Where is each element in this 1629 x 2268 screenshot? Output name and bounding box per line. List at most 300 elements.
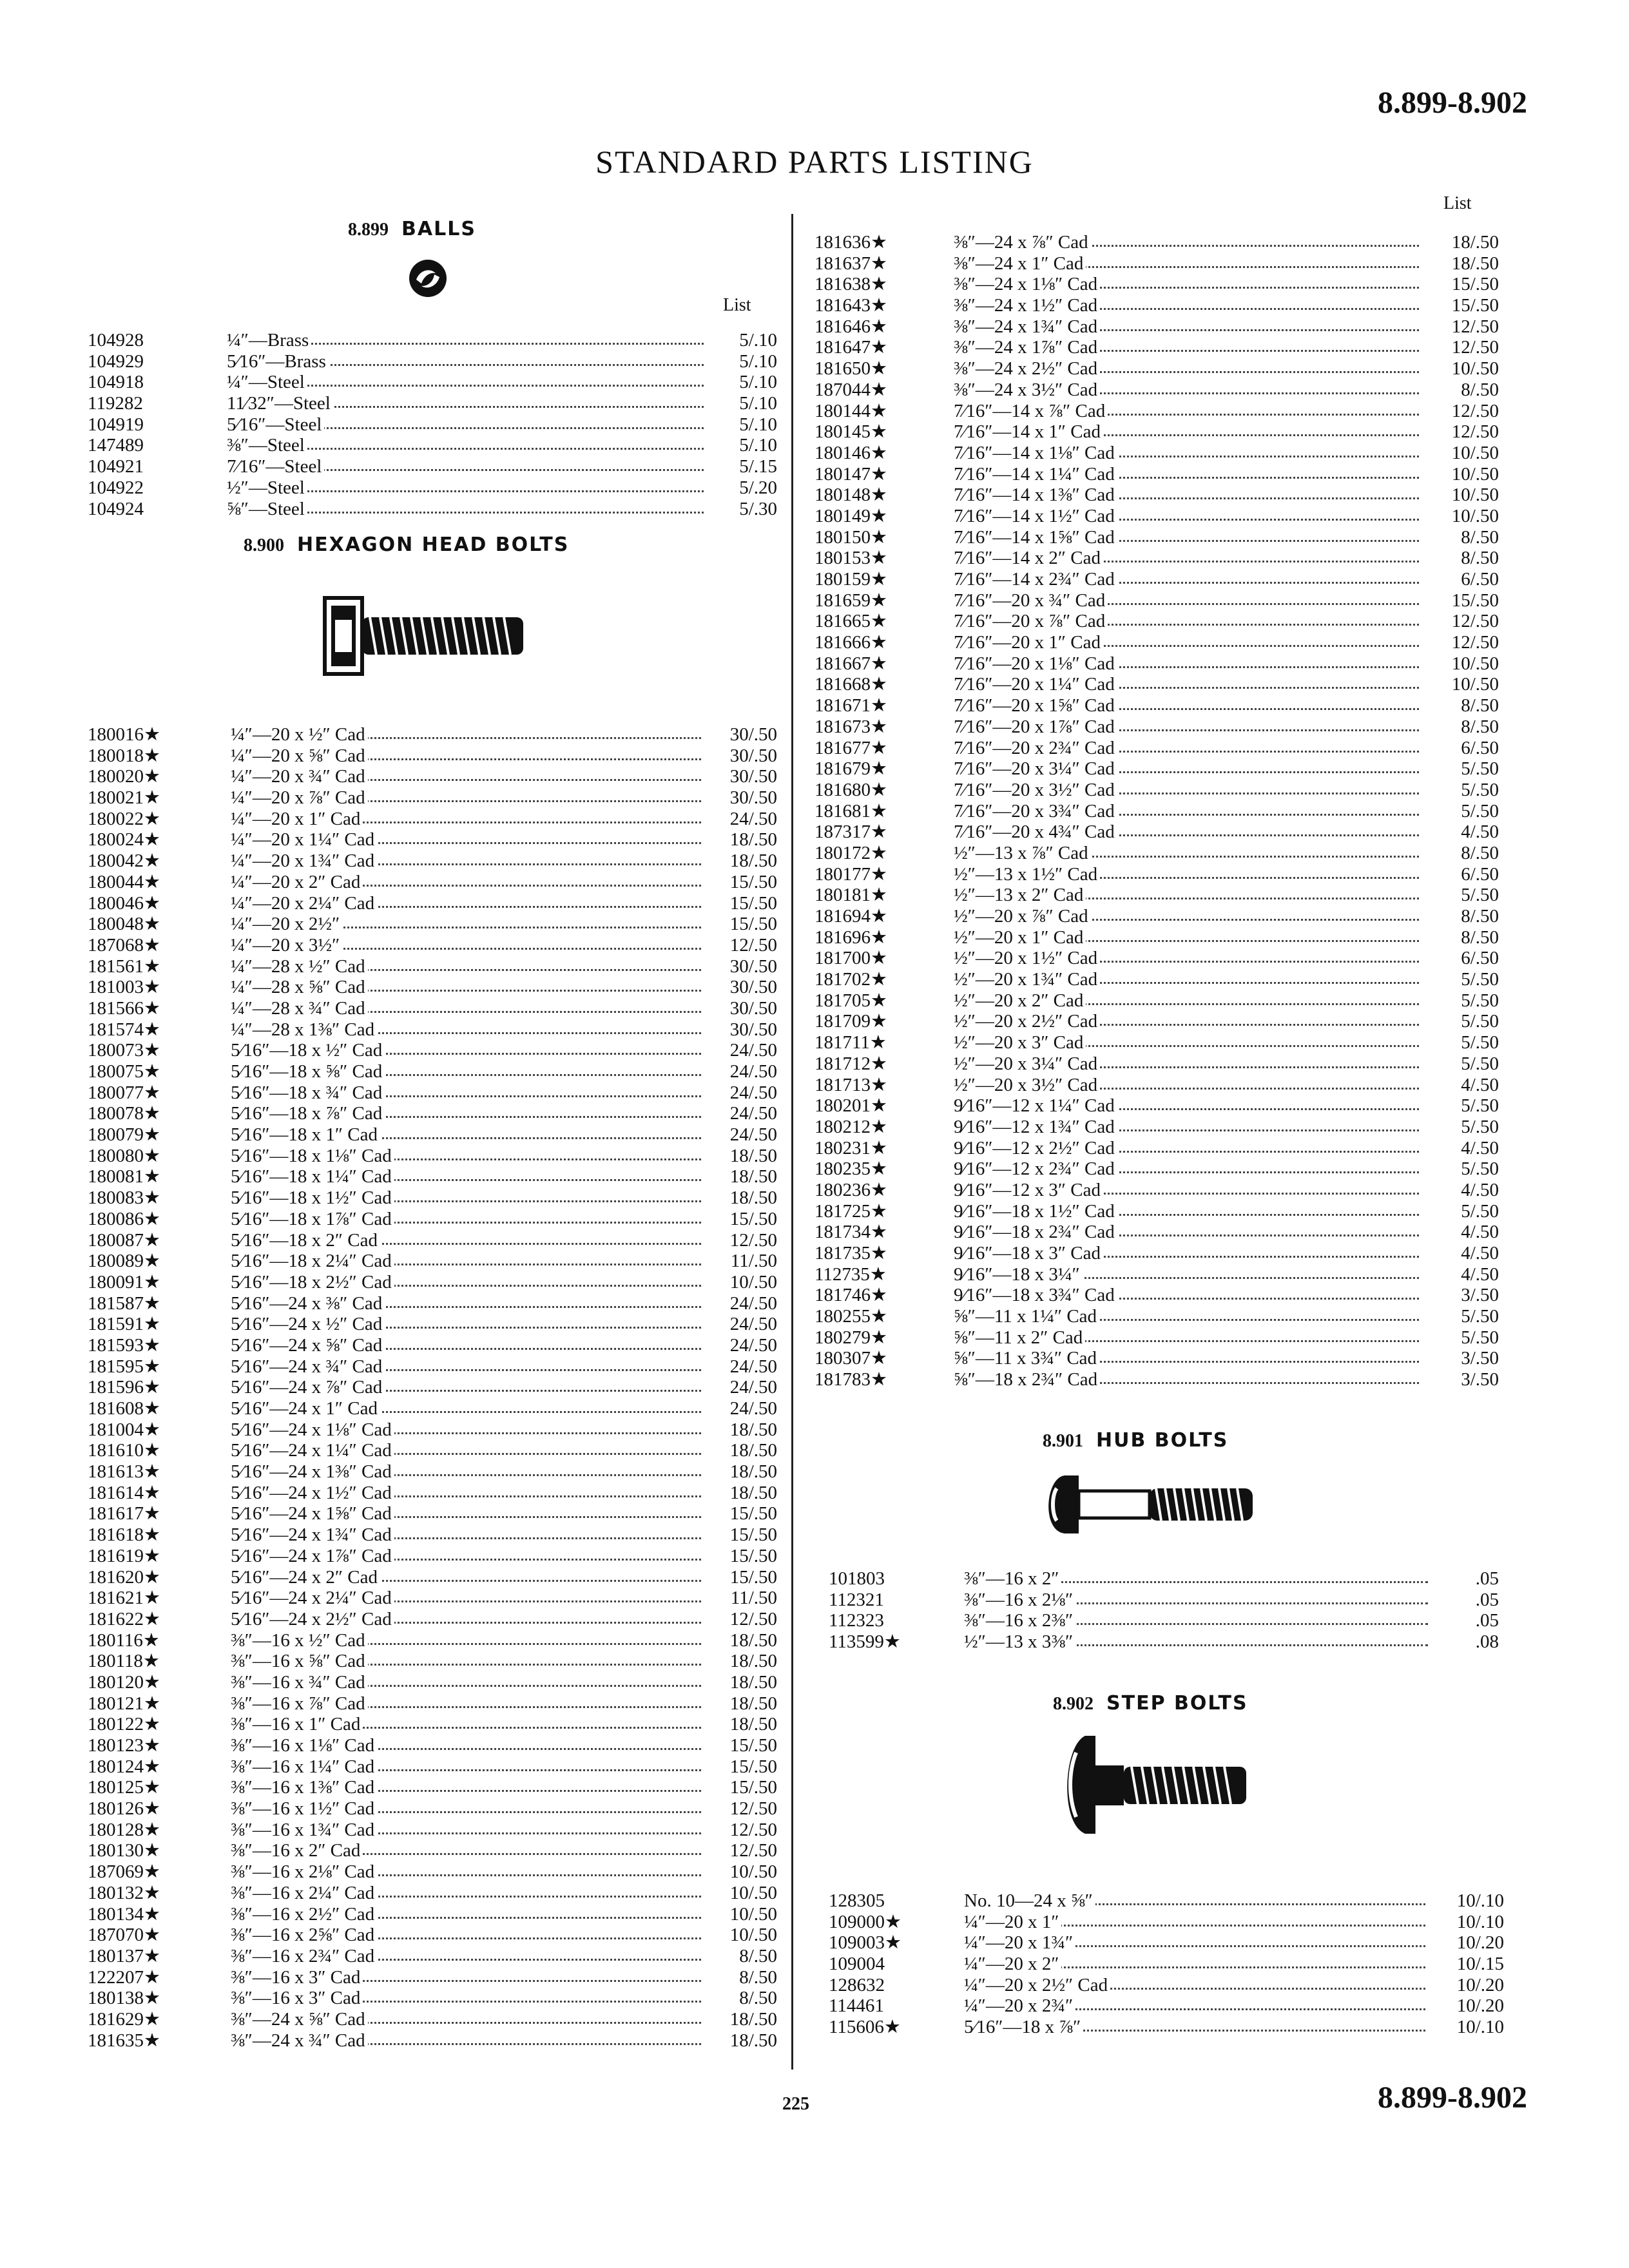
part-description <box>954 401 1419 421</box>
part-description <box>954 695 1419 716</box>
part-number: 181696★ <box>815 927 887 948</box>
part-number: 181618★ <box>88 1524 160 1546</box>
part-number: 180130★ <box>88 1840 160 1861</box>
description-text: ¼″—28 x ½″ Cad <box>231 956 368 977</box>
description-text: 7⁄16″—20 x 2¾″ Cad <box>954 738 1117 758</box>
list-price: 15/.50 <box>729 892 777 914</box>
part-number: 180116★ <box>88 1629 160 1651</box>
part-description <box>227 414 704 435</box>
part-number: 181646★ <box>815 316 887 337</box>
part-description <box>954 1053 1419 1074</box>
part-number: 104922 <box>88 477 144 498</box>
part-description <box>954 274 1419 294</box>
part-description <box>231 998 701 1019</box>
part-description <box>231 1461 701 1482</box>
part-description <box>954 1306 1419 1327</box>
step-bolts-section-number: 8.902 <box>1053 1694 1094 1714</box>
description-text: 7⁄16″—20 x ¾″ Cad <box>954 590 1108 611</box>
description-text: ⅜″—24 x 3½″ Cad <box>954 380 1100 400</box>
list-price: 8/.50 <box>1461 548 1499 569</box>
description-text: 5⁄16″—18 x ¾″ Cad <box>231 1082 385 1103</box>
part-number: 181665★ <box>815 611 887 632</box>
step-bolts-section-name: STEP BOLTS <box>1106 1692 1248 1715</box>
part-number: 180279★ <box>815 1327 887 1348</box>
list-price: 8/.50 <box>739 1945 777 1966</box>
list-price: 18/.50 <box>729 1671 777 1693</box>
part-number: 180307★ <box>815 1348 887 1369</box>
part-number: 180024★ <box>88 829 160 850</box>
list-price: 4/.50 <box>1461 1222 1499 1243</box>
part-description <box>954 1117 1419 1137</box>
description-text: 7⁄16″—Steel <box>227 456 324 477</box>
table-row <box>88 1988 777 2009</box>
hex-bolts-section-name: HEXAGON HEAD BOLTS <box>297 533 570 556</box>
part-description <box>231 1883 701 1903</box>
part-number: 104929 <box>88 351 144 372</box>
description-text: 5⁄16″—24 x 2″ Cad <box>231 1567 380 1588</box>
part-number: 181673★ <box>815 716 887 737</box>
hub-bolts-table <box>829 1568 1514 1653</box>
part-number: 181711★ <box>815 1032 887 1053</box>
description-text: ¼″—20 x 2½″ <box>231 914 342 934</box>
table-row <box>88 745 777 767</box>
part-number: 180255★ <box>815 1306 887 1327</box>
list-price: 18/.50 <box>729 829 777 850</box>
part-number: 181003★ <box>88 977 160 998</box>
description-text: ½″—20 x ⅞″ Cad <box>954 906 1091 927</box>
description-text: ¼″—20 x ¾″ Cad <box>231 766 368 787</box>
table-row <box>815 1285 1500 1306</box>
part-description <box>954 1032 1419 1053</box>
table-row <box>88 787 777 809</box>
part-description <box>954 548 1419 568</box>
list-price: 8/.50 <box>1461 379 1499 400</box>
part-description <box>964 1912 1425 1932</box>
part-description <box>964 1590 1428 1610</box>
list-price: .08 <box>1475 1631 1499 1653</box>
description-text: ⅜″—16 x 2½″ Cad <box>231 1904 377 1925</box>
part-description <box>231 1672 701 1693</box>
part-number: 104918 <box>88 372 144 393</box>
part-description <box>954 1075 1419 1095</box>
table-row <box>815 948 1500 969</box>
table-row <box>88 1883 777 1904</box>
description-text: ¼″—20 x ½″ Cad <box>231 724 368 745</box>
description-text: 9⁄16″—18 x 3″ Cad <box>954 1243 1103 1264</box>
table-row <box>815 990 1500 1012</box>
table-row <box>88 1588 777 1609</box>
description-text: ⅜″—16 x 2⅝″ Cad <box>231 1925 377 1945</box>
list-price: 10/.20 <box>1456 1932 1504 1954</box>
list-price: .05 <box>1475 1610 1499 1631</box>
description-text: 7⁄16″—20 x ⅞″ Cad <box>954 611 1108 631</box>
table-row <box>88 766 777 787</box>
table-row <box>88 872 777 893</box>
description-text: 5⁄16″—18 x 2¼″ Cad <box>231 1251 394 1271</box>
part-number: 128305 <box>829 1890 885 1911</box>
table-row <box>88 1651 777 1672</box>
part-description <box>227 351 704 372</box>
list-price: 10/.15 <box>1456 1954 1504 1975</box>
part-number: 180236★ <box>815 1179 887 1200</box>
table-row <box>815 548 1500 569</box>
description-text: ½″—13 x 1½″ Cad <box>954 864 1100 885</box>
description-text: 7⁄16″—20 x 1¼″ Cad <box>954 674 1117 695</box>
part-number: 181004★ <box>88 1419 160 1440</box>
part-description <box>231 1335 701 1356</box>
list-price: 5/.50 <box>1461 1327 1499 1348</box>
part-number: 181595★ <box>88 1356 160 1377</box>
part-number: 180048★ <box>88 914 160 935</box>
table-row <box>829 1568 1514 1590</box>
part-description <box>231 1904 701 1925</box>
list-price: 5/.50 <box>1461 1095 1499 1117</box>
list-price: 12/.50 <box>729 934 777 956</box>
table-row <box>815 738 1500 759</box>
description-text: 5⁄16″—18 x 1⅞″ Cad <box>231 1209 394 1229</box>
list-price: 4/.50 <box>1461 1264 1499 1285</box>
step-bolt-icon <box>1059 1733 1253 1836</box>
list-price: 10/.50 <box>729 1882 777 1903</box>
description-text: 5⁄16″—24 x ½″ Cad <box>231 1314 385 1334</box>
list-price: 18/.50 <box>1451 232 1499 253</box>
description-text: 9⁄16″—12 x 3″ Cad <box>954 1180 1103 1200</box>
description-text: ¼″—20 x 2″ Cad <box>231 872 363 892</box>
list-price: 30/.50 <box>729 724 777 745</box>
list-price: 30/.50 <box>729 997 777 1019</box>
part-number: 180081★ <box>88 1166 160 1187</box>
page-title: STANDARD PARTS LISTING <box>595 144 1034 180</box>
list-price: 5/.50 <box>1461 990 1499 1011</box>
list-price: 24/.50 <box>729 808 777 829</box>
list-price: 5/.10 <box>739 330 777 351</box>
list-price: 12/.50 <box>729 1798 777 1820</box>
description-text: ½″—Steel <box>227 477 307 498</box>
table-row <box>815 380 1500 401</box>
part-number: 181574★ <box>88 1019 160 1040</box>
description-text: 7⁄16″—20 x 4¾″ Cad <box>954 822 1117 842</box>
part-description <box>954 1158 1419 1179</box>
part-description <box>954 927 1419 948</box>
list-price: 18/.50 <box>729 1440 777 1461</box>
part-number: 114461 <box>829 1995 884 2017</box>
table-row <box>88 1398 777 1419</box>
list-price: 5/.15 <box>739 456 777 477</box>
list-price: 8/.50 <box>1461 695 1499 716</box>
list-price: 15/.50 <box>729 1545 777 1566</box>
table-row <box>88 893 777 914</box>
table-row <box>815 1306 1500 1327</box>
list-price: 18/.50 <box>729 1482 777 1503</box>
list-price: 18/.50 <box>729 1166 777 1187</box>
description-text: ⅜″—24 x 1″ Cad <box>954 253 1086 274</box>
part-description <box>231 1398 701 1419</box>
table-row <box>88 1609 777 1630</box>
list-price: 5/.50 <box>1461 800 1499 822</box>
table-row <box>88 1546 777 1567</box>
table-row <box>829 1631 1514 1653</box>
table-row <box>88 1503 777 1524</box>
part-number: 181783★ <box>815 1369 887 1390</box>
list-price: 15/.50 <box>729 1208 777 1229</box>
description-text: 5⁄16″—24 x 1½″ Cad <box>231 1483 394 1503</box>
list-price: 5/.10 <box>739 351 777 372</box>
list-price: 8/.50 <box>739 1988 777 2009</box>
part-description <box>231 1103 701 1124</box>
list-price: 18/.50 <box>729 1651 777 1672</box>
description-text: ⅜″—16 x ¾″ Cad <box>231 1672 368 1693</box>
part-number: 112735★ <box>815 1264 887 1285</box>
part-description <box>954 1285 1419 1305</box>
part-number: 180201★ <box>815 1095 887 1117</box>
part-description <box>954 1095 1419 1116</box>
part-number: 180124★ <box>88 1756 160 1777</box>
part-description <box>231 1840 701 1861</box>
part-description <box>231 1082 701 1103</box>
part-description <box>954 864 1419 885</box>
description-text: 9⁄16″—12 x 2½″ Cad <box>954 1138 1117 1158</box>
description-text: ¼″—28 x ¾″ Cad <box>231 998 368 1019</box>
part-description <box>231 1651 701 1671</box>
part-number: 180075★ <box>88 1061 160 1082</box>
part-description <box>964 2017 1425 2037</box>
part-number: 181667★ <box>815 653 887 674</box>
part-number: 180078★ <box>88 1103 160 1124</box>
list-price: 12/.50 <box>1451 632 1499 653</box>
table-row <box>88 998 777 1019</box>
description-text: ⅜″—24 x 1⅛″ Cad <box>954 274 1100 294</box>
table-row <box>88 1440 777 1461</box>
description-text: ⅜″—16 x 1½″ Cad <box>231 1798 377 1819</box>
description-text: ⅜″—16 x 2″ Cad <box>231 1840 363 1861</box>
part-description <box>231 1567 701 1588</box>
table-row <box>815 969 1500 990</box>
part-number: 104928 <box>88 330 144 351</box>
part-number: 109003★ <box>829 1932 901 1954</box>
part-description <box>231 1524 701 1545</box>
description-text: ½″—13 x 2″ Cad <box>954 885 1086 905</box>
description-text: 5⁄16″—18 x ⅞″ <box>964 2017 1083 2037</box>
table-row <box>88 1209 777 1230</box>
part-description <box>954 358 1419 379</box>
list-price: 4/.50 <box>1461 822 1499 843</box>
part-description <box>231 745 701 766</box>
list-price: 5/.50 <box>1461 1158 1499 1180</box>
description-text: ⅜″—16 x 1¼″ Cad <box>231 1756 377 1777</box>
table-row <box>88 1187 777 1209</box>
part-number: 180042★ <box>88 850 160 872</box>
table-row <box>829 1975 1514 1996</box>
part-description <box>231 956 701 977</box>
list-price: 18/.50 <box>1451 253 1499 274</box>
list-price: 5/.50 <box>1461 969 1499 990</box>
list-price: 18/.50 <box>729 1629 777 1651</box>
list-price: 24/.50 <box>729 1293 777 1314</box>
table-row <box>815 590 1500 611</box>
description-text: 5⁄16″—18 x ½″ Cad <box>231 1040 385 1061</box>
description-text: 7⁄16″—14 x 1⅛″ Cad <box>954 443 1117 463</box>
balls-heading <box>348 218 476 240</box>
list-price: 15/.50 <box>1451 295 1499 316</box>
part-description <box>954 1201 1419 1222</box>
table-row <box>88 1693 777 1715</box>
description-text: 5⁄16″—24 x 2½″ Cad <box>231 1609 394 1629</box>
list-price: 15/.50 <box>1451 274 1499 295</box>
part-description <box>231 787 701 808</box>
description-text: 9⁄16″—12 x 1¼″ Cad <box>954 1095 1117 1116</box>
part-description <box>231 1272 701 1293</box>
list-price: 12/.50 <box>729 1608 777 1629</box>
part-description <box>954 906 1419 927</box>
table-row <box>88 1904 777 1925</box>
description-text: 7⁄16″—14 x 1⅜″ Cad <box>954 485 1117 505</box>
part-number: 181587★ <box>88 1293 160 1314</box>
description-text: ¼″—20 x ⅝″ Cad <box>231 745 368 766</box>
part-number: 180134★ <box>88 1903 160 1925</box>
description-text: ½″—20 x 3½″ Cad <box>954 1075 1100 1095</box>
table-row <box>815 885 1500 906</box>
part-number: 187069★ <box>88 1861 160 1883</box>
part-number: 181619★ <box>88 1545 160 1566</box>
table-row <box>815 611 1500 632</box>
part-description <box>231 1946 701 1966</box>
list-price: 11/.50 <box>730 1588 777 1609</box>
hex-bolt-icon <box>322 594 528 678</box>
description-text: ⅜″—24 x 1⅞″ Cad <box>954 337 1100 358</box>
table-row <box>88 1103 777 1124</box>
table-row <box>88 1461 777 1483</box>
description-text: 9⁄16″—18 x 3¼″ <box>954 1264 1083 1285</box>
description-text: ½″—20 x 2½″ Cad <box>954 1011 1100 1032</box>
part-number: 181608★ <box>88 1398 160 1419</box>
description-text: 7⁄16″—20 x 1″ Cad <box>954 632 1103 653</box>
description-text: ½″—20 x 1″ Cad <box>954 927 1086 948</box>
part-description <box>231 1440 701 1461</box>
table-row <box>815 758 1500 780</box>
part-description <box>231 1166 701 1187</box>
table-row <box>815 780 1500 801</box>
description-text: 5⁄16″—24 x ⅝″ Cad <box>231 1335 385 1356</box>
part-number: 122207★ <box>88 1966 160 1988</box>
part-description <box>231 1061 701 1082</box>
list-price: 8/.50 <box>1461 526 1499 548</box>
list-price: 5/.30 <box>739 498 777 519</box>
table-row <box>88 1040 777 1061</box>
description-text: 5⁄16″—24 x 1⅛″ Cad <box>231 1419 394 1440</box>
description-text: ⅜″—24 x 2½″ Cad <box>954 358 1100 379</box>
part-number: 180120★ <box>88 1671 160 1693</box>
table-row <box>815 1348 1500 1369</box>
list-price: 15/.50 <box>729 914 777 935</box>
table-row <box>815 1264 1500 1285</box>
description-text: ⅜″—24 x 1¾″ Cad <box>954 316 1100 337</box>
table-row <box>88 414 777 436</box>
part-description <box>231 872 701 892</box>
part-number: 180073★ <box>88 1040 160 1061</box>
description-text: ¼″—28 x 1⅜″ Cad <box>231 1019 377 1040</box>
part-description <box>231 1630 701 1651</box>
description-text: 9⁄16″—12 x 2¾″ Cad <box>954 1158 1117 1179</box>
table-row <box>88 1335 777 1356</box>
list-price: 5/.50 <box>1461 1011 1499 1032</box>
description-text: ¼″—Steel <box>227 372 307 392</box>
table-row <box>815 716 1500 738</box>
part-description <box>964 1995 1425 2016</box>
part-description <box>954 464 1419 485</box>
list-price: 6/.50 <box>1461 948 1499 969</box>
table-row <box>815 569 1500 590</box>
table-row <box>815 1138 1500 1159</box>
description-text: 5⁄16″—18 x ⅞″ Cad <box>231 1103 385 1124</box>
description-text: ¼″—20 x 2¾″ <box>964 1995 1075 2016</box>
table-row <box>88 2009 777 2030</box>
part-number: 180122★ <box>88 1714 160 1735</box>
description-text: 7⁄16″—14 x ⅞″ Cad <box>954 401 1108 421</box>
table-row <box>88 1798 777 1820</box>
part-number: 180087★ <box>88 1229 160 1251</box>
table-row <box>829 1995 1514 2017</box>
list-price: 12/.50 <box>1451 337 1499 358</box>
list-price: 12/.50 <box>1451 611 1499 632</box>
part-number: 181613★ <box>88 1461 160 1483</box>
description-text: ½″—13 x ⅞″ Cad <box>954 843 1091 863</box>
description-text: ⅝″—11 x 2″ Cad <box>954 1327 1085 1348</box>
part-description <box>231 1124 701 1145</box>
hex-bolts-table-right <box>815 232 1500 1390</box>
table-row <box>88 351 777 372</box>
table-row <box>815 337 1500 358</box>
part-description <box>954 1138 1419 1158</box>
table-row <box>815 801 1500 822</box>
description-text: ⅜″—16 x 3″ Cad <box>231 1988 363 2008</box>
part-number: 180138★ <box>88 1988 160 2009</box>
list-price: 8/.50 <box>1461 842 1499 863</box>
part-number: 181666★ <box>815 632 887 653</box>
table-row <box>88 1124 777 1146</box>
table-row <box>88 372 777 393</box>
description-text: ⅜″—16 x 1″ Cad <box>231 1714 363 1735</box>
ball-icon <box>407 258 448 299</box>
part-number: 180018★ <box>88 745 160 766</box>
table-row <box>815 464 1500 485</box>
part-number: 181746★ <box>815 1285 887 1306</box>
part-number: 181712★ <box>815 1053 887 1074</box>
description-text: ⅜″—16 x 2⅜″ <box>964 1610 1075 1631</box>
part-number: 181561★ <box>88 956 160 977</box>
step-bolts-table <box>829 1890 1514 2038</box>
table-row <box>88 1356 777 1378</box>
description-text: ¼″—20 x 1¼″ Cad <box>231 829 377 850</box>
table-row <box>815 1011 1500 1032</box>
part-description <box>954 1369 1419 1390</box>
part-number: 181671★ <box>815 695 887 716</box>
part-number: 181643★ <box>815 295 887 316</box>
part-number: 181596★ <box>88 1377 160 1398</box>
hub-bolts-section-number: 8.901 <box>1043 1431 1083 1451</box>
part-number: 181610★ <box>88 1440 160 1461</box>
column-divider <box>791 214 793 2070</box>
part-description <box>231 1925 701 1945</box>
part-number: 181635★ <box>88 2030 160 2051</box>
part-number: 180150★ <box>815 526 887 548</box>
table-row <box>815 927 1500 948</box>
description-text: 5⁄16″—24 x 1⅝″ Cad <box>231 1503 394 1524</box>
table-row <box>88 1061 777 1082</box>
part-description <box>231 1187 701 1208</box>
part-number: 181617★ <box>88 1503 160 1524</box>
table-row <box>88 393 777 414</box>
description-text: 5⁄16″—24 x 1⅜″ Cad <box>231 1461 394 1482</box>
